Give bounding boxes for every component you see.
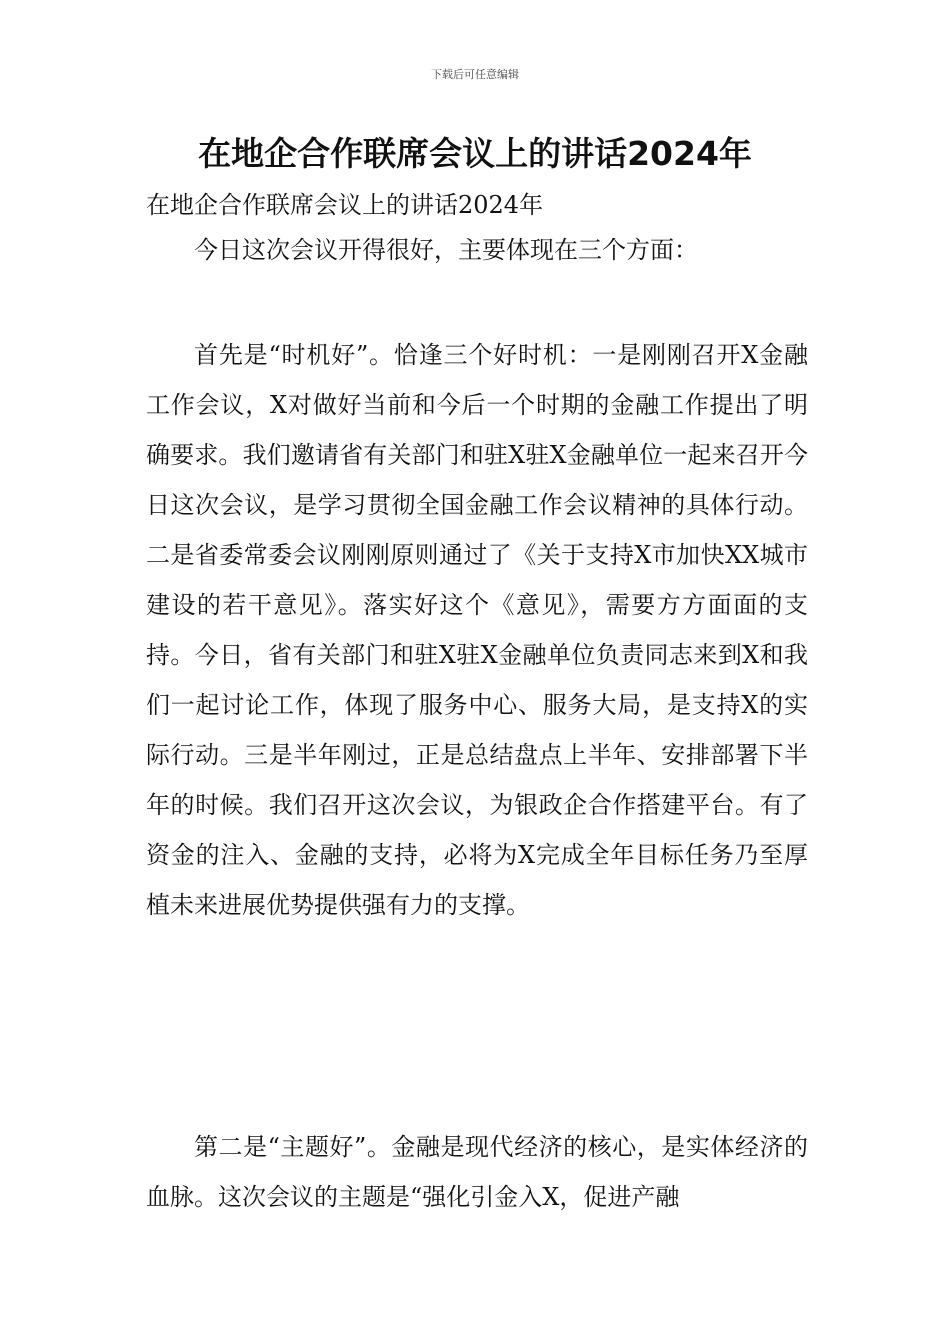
paragraph-intro: 今日这次会议开得很好，主要体现在三个方面：: [194, 236, 698, 264]
paragraph-theme: 第二是“主题好”。金融是现代经济的核心，是实体经济的血脉。这次会议的主题是“强化引金入X，促进产融: [146, 1133, 808, 1211]
paragraph-timing: 首先是“时机好”。恰逢三个好时机：一是刚刚召开X金融工作会议，X对做好当前和今后一个时期的金融工作提出了明确要求。我们邀请省有关部门和驻X驻X金融单位一起来召开今日这次会议，是学习贯彻全国金融工作会议精神的具体行动。二是省委常委会议刚刚原则通过了《关于支持X市加快XX城市建设的若干意见》。落实好这个《意见》，需要方方面面的支持。今日，省有关部门和驻X驻X金融单位负责同志来到X和我们一起讨论工作，体现了服务中心、服务大局，是支持X的实际行动。三是半年刚过，正是总结盘点上半年、安排部署下半年的时候。我们召开这次会议，为银政企合作搭建平台。有了资金的注入、金融的支持，必将为X完成全年目标任务乃至厚植未来进展优势提供强有力的支撑。: [146, 341, 808, 919]
document-title: 在地企合作联席会议上的讲话2024年: [198, 134, 752, 173]
header-note: 下载后可任意编辑: [431, 68, 519, 81]
document-subtitle: 在地企合作联席会议上的讲话2024年: [146, 191, 544, 219]
